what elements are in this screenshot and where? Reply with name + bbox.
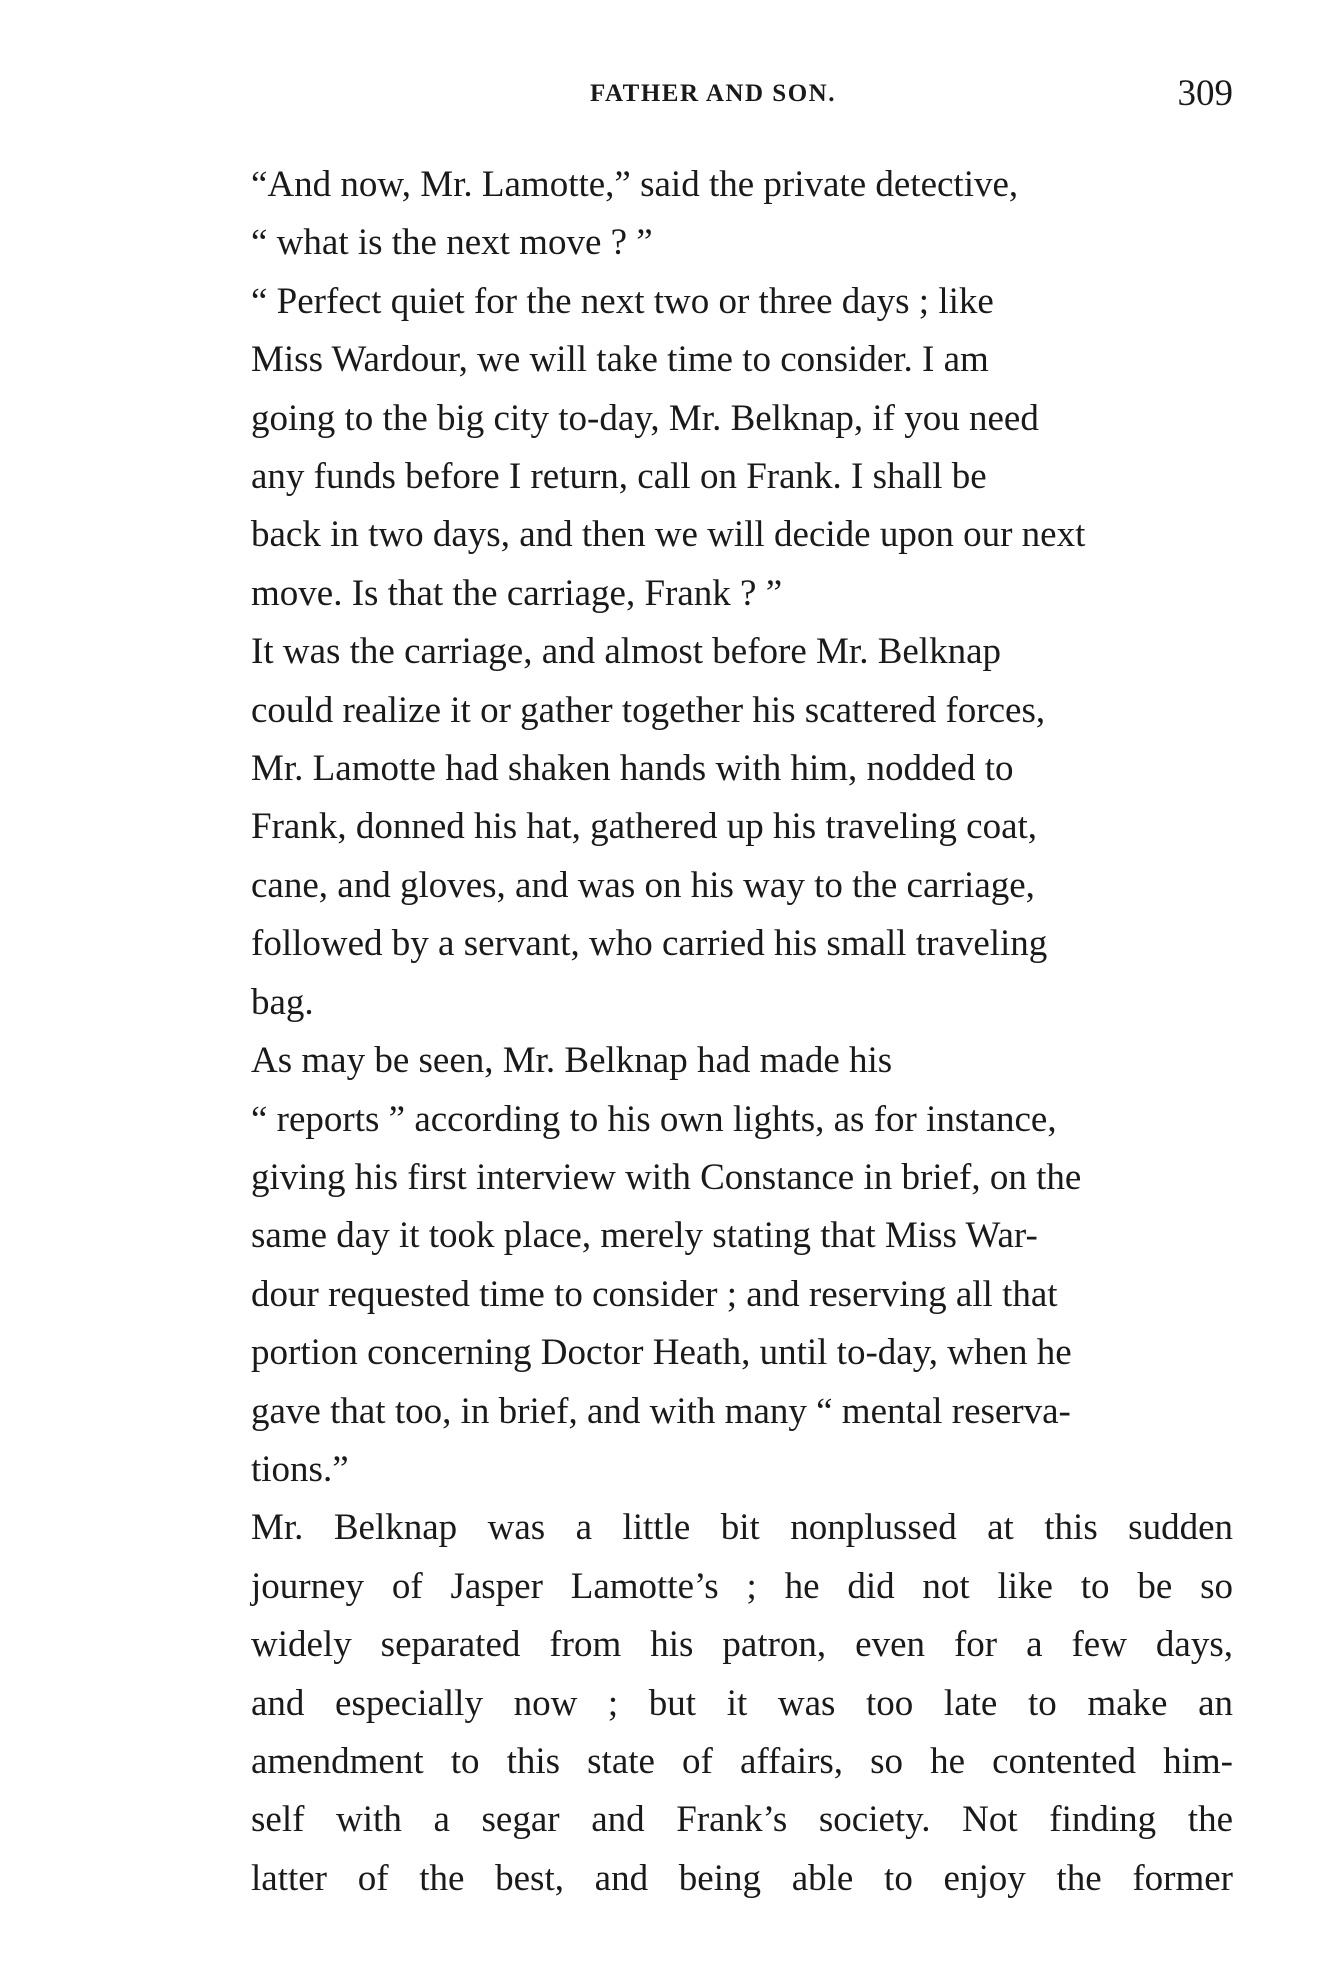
text-line: tions.” [251, 1448, 349, 1490]
text-line: followed by a servant, who carried his small traveling [251, 923, 1048, 965]
text-line: “ reports ” according to his own lights, as for instance, [251, 1098, 1057, 1140]
text-line: latter of the best, and being able to enjoy the former [251, 1857, 1233, 1899]
text-line: widely separated from his patron, even for a few days, [251, 1624, 1233, 1666]
text-line: Mr. Lamotte had shaken hands with him, nodded to [251, 748, 1014, 790]
running-title: FATHER AND SON. [590, 80, 836, 107]
text-line: journey of Jasper Lamotte’s ; he did not like to be so [251, 1565, 1233, 1607]
body-text [193, 156, 1233, 1908]
text-line: Mr. Belknap was a little bit nonplussed at this sudden [251, 1507, 1233, 1549]
text-line: and especially now ; but it was too late to make an [251, 1682, 1233, 1724]
text-line: going to the big city to-day, Mr. Belknap, if you need [251, 397, 1039, 439]
text-line: same day it took place, merely stating that Miss War- [251, 1215, 1038, 1257]
text-line: “ what is the next move ? ” [251, 222, 653, 264]
text-line: portion concerning Doctor Heath, until to-day, when he [251, 1332, 1072, 1374]
text-line: dour requested time to consider ; and reserving all that [251, 1273, 1058, 1315]
running-head [193, 72, 1233, 122]
page-number: 309 [1177, 73, 1233, 114]
text-line: move. Is that the carriage, Frank ? ” [251, 572, 783, 614]
text-line: amendment to this state of affairs, so he contented him- [251, 1740, 1233, 1782]
text-line: any funds before I return, call on Frank. I shall be [251, 456, 987, 498]
text-line: gave that too, in brief, and with many “ mental reserva- [251, 1390, 1071, 1432]
text-line: self with a segar and Frank’s society. Not finding the [251, 1799, 1233, 1841]
text-line: “And now, Mr. Lamotte,” said the private detective, [251, 164, 1019, 205]
text-line: cane, and gloves, and was on his way to the carriage, [251, 864, 1035, 906]
paragraph [193, 1032, 1233, 1499]
text-line: could realize it or gather together his scattered forces, [251, 689, 1046, 731]
paragraph [193, 273, 1233, 623]
text-line: back in two days, and then we will decide upon our next [251, 514, 1086, 556]
paragraph [193, 156, 1233, 273]
text-line: “ Perfect quiet for the next two or three days ; like [251, 280, 994, 322]
paragraph [193, 623, 1233, 1032]
text-line: Frank, donned his hat, gathered up his traveling coat, [251, 806, 1038, 848]
text-line: It was the carriage, and almost before Mr. Belknap [251, 631, 1002, 673]
paragraph [193, 1499, 1233, 1908]
text-line: Miss Wardour, we will take time to consider. I am [251, 339, 989, 381]
text-line: As may be seen, Mr. Belknap had made his [251, 1040, 893, 1082]
text-line: bag. [251, 981, 314, 1023]
text-line: giving his first interview with Constance in brief, on the [251, 1156, 1082, 1198]
